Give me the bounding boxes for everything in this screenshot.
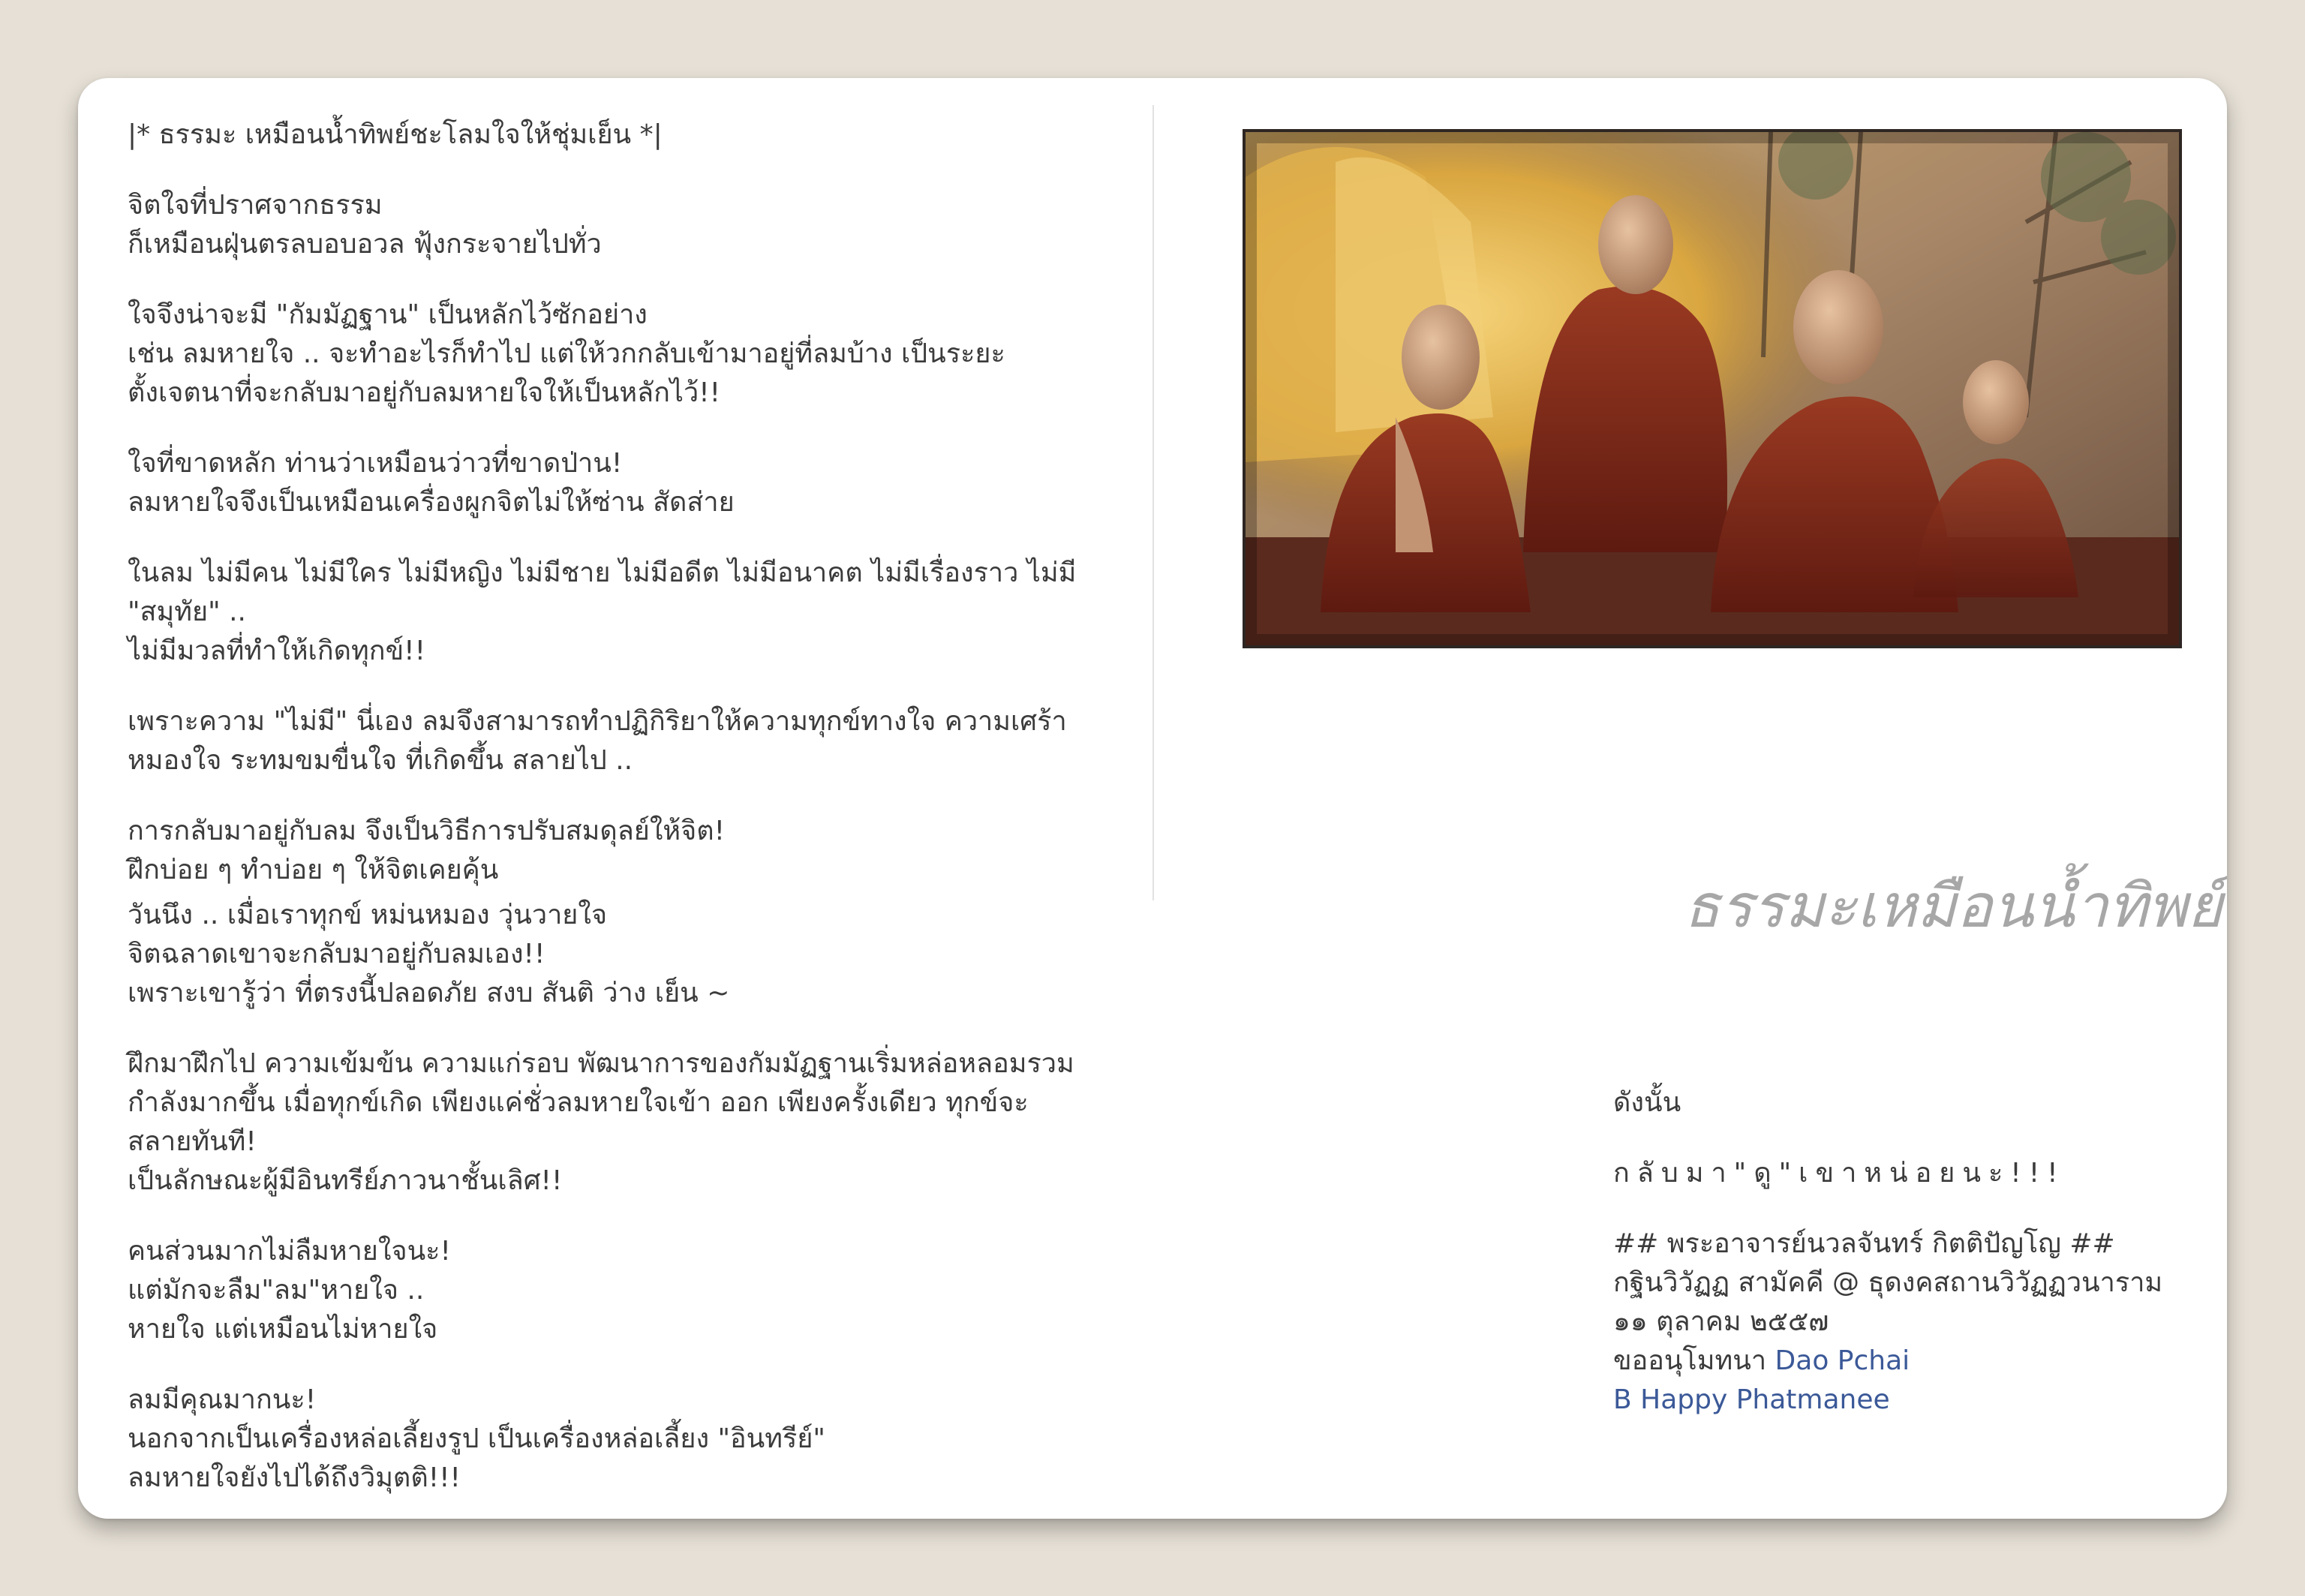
event-line: กฐินวิวัฏฏ สามัคคี @ ธุดงคสถานวิวัฏฏวนาราม <box>1613 1267 2163 1298</box>
date-line: ๑๑ ตุลาคม ๒๕๕๗ <box>1613 1306 1829 1337</box>
text-line: ฝึกบ่อย ๆ ทำบ่อย ๆ ให้จิตเคยคุ้น <box>128 855 499 885</box>
paragraph-value <box>128 1381 1208 1498</box>
paragraph-kammatthana <box>128 296 1208 413</box>
text-line: เพราะความ "ไม่มี" นี่เอง ลมจึงสามารถทำปฏิกิริยาให้ความทุกข์ทางใจ ความเศร้า <box>128 706 1067 737</box>
script-title: ธรรมะเหมือนน้ำทิพย์ <box>1684 871 2222 941</box>
text-line: ใจที่ขาดหลัก ท่านว่าเหมือนว่าวที่ขาดป่าน! <box>128 448 623 479</box>
paragraph-in-breath <box>128 554 1208 671</box>
text-line: ใจจึงน่าจะมี "กัมมัฏฐาน" เป็นหลักไว้ซักอย่าง <box>128 299 648 330</box>
text-line: ตั้งเจตนาที่จะกลับมาอยู่กับลมหายใจให้เป็นหลักไว้!! <box>128 377 721 408</box>
post-card <box>78 78 2227 1519</box>
text-line: เพราะเขารู้ว่า ที่ตรงนี้ปลอดภัย สงบ สันติ ว่าง เย็น ~ <box>128 978 730 1008</box>
thanks-prefix: ขออนุโมทนา <box>1613 1345 1775 1376</box>
text-line: เป็นลักษณะผู้มีอินทรีย์ภาวนาชั้นเลิศ!! <box>128 1165 563 1196</box>
monks-photo-graphic <box>1246 132 2179 645</box>
text-line: หมองใจ ระทมขมขื่นใจ ที่เกิดขึ้น สลายไป .. <box>128 745 633 776</box>
tagged-user-link[interactable]: B Happy Phatmanee <box>1613 1384 1890 1415</box>
paragraph-so <box>1613 1084 2183 1123</box>
paragraph-not-having <box>128 702 1208 780</box>
text-line: จิตฉลาดเขาจะกลับมาอยู่กับลมเอง!! <box>128 939 545 969</box>
text-line: ลมหายใจยังไปได้ถึงวิมุตติ!!! <box>128 1462 461 1493</box>
paragraph-mind <box>128 186 1208 264</box>
text-line: นอกจากเป็นเครื่องหล่อเลี้ยงรูป เป็นเครื่องหล่อเลี้ยง "อินทรีย์" <box>128 1423 825 1454</box>
credits <box>1613 1225 2183 1420</box>
tagged-user-link[interactable]: Dao Pchai <box>1775 1345 1910 1376</box>
text-line: วันนึง .. เมื่อเราทุกข์ หม่นหมอง วุ่นวายใจ <box>128 900 608 930</box>
author-line: ## พระอาจารย์นวลจันทร์ กิตติปัญโญ ## <box>1613 1228 2115 1259</box>
monks-photo[interactable] <box>1243 129 2182 648</box>
text-line: กำลังมากขึ้น เมื่อทุกข์เกิด เพียงแค่ชั่วลมหายใจเข้า ออก เพียงครั้งเดียว ทุกข์จะ <box>128 1087 1029 1118</box>
text-line: แต่มักจะลืม"ลม"หายใจ .. <box>128 1275 425 1306</box>
paragraph-one-day <box>128 896 1208 1013</box>
heading-line: |* ธรรมะ เหมือนน้ำทิพย์ชะโลมใจให้ชุ่มเย็น *| <box>128 119 663 150</box>
text-line: ลมมีคุณมากนะ! <box>128 1384 317 1415</box>
paragraph-balance <box>128 812 1208 890</box>
paragraph-come-back <box>1613 1154 2183 1193</box>
paragraph-forget <box>128 1232 1208 1349</box>
column-divider <box>1152 105 1154 900</box>
text-line: ไม่มีมวลที่ทำให้เกิดทุกข์!! <box>128 636 426 666</box>
text-line: ลมหายใจจึงเป็นเหมือนเครื่องผูกจิตไม่ให้ซ่าน สัดส่าย <box>128 487 735 518</box>
text-line: ก็เหมือนฝุ่นตรลบอบอวล ฟุ้งกระจายไปทั่ว <box>128 229 602 260</box>
text-line: "สมุทัย" .. <box>128 597 246 627</box>
text-line: ฝึกมาฝึกไป ความเข้มข้น ความแก่รอบ พัฒนาการของกัมมัฏฐานเริ่มหล่อหลอมรวม <box>128 1048 1074 1079</box>
paragraph-practice <box>128 1044 1208 1201</box>
text-line: สลายทันที! <box>128 1126 257 1157</box>
thanks-line-2 <box>1613 1381 2183 1420</box>
text-line: กลับมา"ดู"เขาหน่อยนะ!!! <box>1613 1158 2066 1189</box>
post-heading <box>128 116 1208 155</box>
paragraph-kite <box>128 444 1208 522</box>
text-line: หายใจ แต่เหมือนไม่หายใจ <box>128 1314 438 1345</box>
text-line: ดังนั้น <box>1613 1087 1681 1118</box>
text-line: ในลม ไม่มีคน ไม่มีใคร ไม่มีหญิง ไม่มีชาย ไม่มีอดีต ไม่มีอนาคต ไม่มีเรื่องราว ไม่มี <box>128 558 1077 588</box>
text-line: เช่น ลมหายใจ .. จะทำอะไรก็ทำไป แต่ให้วกกลับเข้ามาอยู่ที่ลมบ้าง เป็นระยะ <box>128 338 1005 369</box>
text-line: การกลับมาอยู่กับลม จึงเป็นวิธีการปรับสมดุลย์ให้จิต! <box>128 816 726 846</box>
post-footer <box>1613 1084 2183 1451</box>
post-body <box>128 116 1208 1519</box>
text-line: คนส่วนมากไม่ลืมหายใจนะ! <box>128 1236 451 1267</box>
thanks-line <box>1613 1342 2183 1381</box>
text-line: จิตใจที่ปราศจากธรรม <box>128 190 383 221</box>
